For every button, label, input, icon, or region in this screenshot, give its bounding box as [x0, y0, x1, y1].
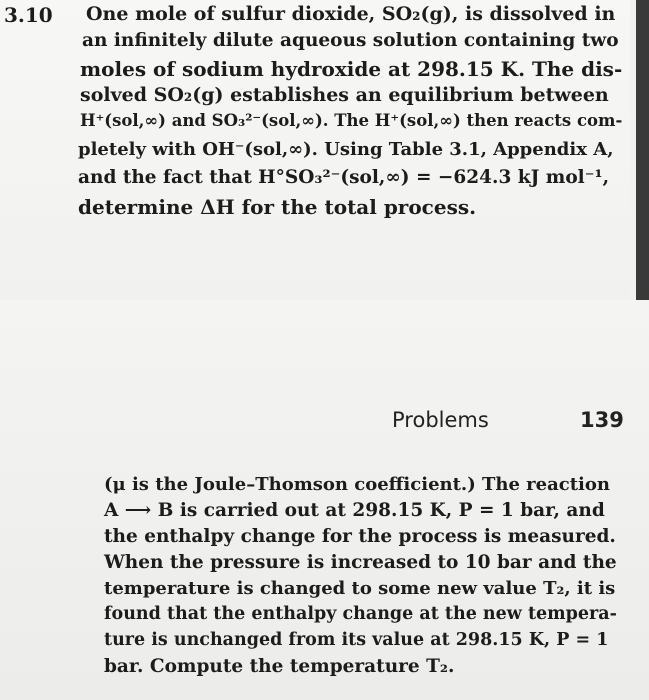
page-edge-shadow: [636, 0, 649, 300]
page-number: 139: [580, 408, 624, 432]
problem-line-6: pletely with OH⁻(sol,∞). Using Table 3.1, Appendix A,: [78, 139, 614, 160]
continued-line-8: bar. Compute the temperature T₂.: [104, 656, 455, 677]
continued-line-2: A ⟶ B is carried out at 298.15 K, P = 1 bar, and: [104, 500, 605, 521]
problem-line-1: One mole of sulfur dioxide, SO₂(g), is dissolved in: [86, 3, 616, 25]
continued-line-7: ture is unchanged from its value at 298.15 K, P = 1: [104, 630, 609, 650]
continued-line-4: When the pressure is increased to 10 bar and the: [104, 552, 617, 573]
problem-line-8: determine ΔH for the total process.: [78, 195, 477, 219]
problem-line-3: moles of sodium hydroxide at 298.15 K. The dis-: [80, 57, 623, 81]
problem-line-2: an infinitely dilute aqueous solution containing two: [82, 30, 619, 51]
running-header-title: Problems: [392, 408, 489, 432]
continued-line-6: found that the enthalpy change at the new tempera-: [104, 604, 617, 624]
problem-line-4: solved SO₂(g) establishes an equilibrium between: [80, 84, 609, 106]
problem-number: 3.10: [4, 3, 53, 27]
continued-line-3: the enthalpy change for the process is measured.: [104, 526, 616, 547]
continued-line-1: (μ is the Joule–Thomson coefficient.) The reaction: [104, 474, 610, 495]
continued-line-5: temperature is changed to some new value T₂, it is: [104, 578, 616, 599]
problem-line-7: and the fact that H°SO₃²⁻(sol,∞) = −624.3 kJ mol⁻¹,: [78, 167, 610, 188]
problem-line-5: H⁺(sol,∞) and SO₃²⁻(sol,∞). The H⁺(sol,∞) then reacts com-: [80, 111, 623, 130]
